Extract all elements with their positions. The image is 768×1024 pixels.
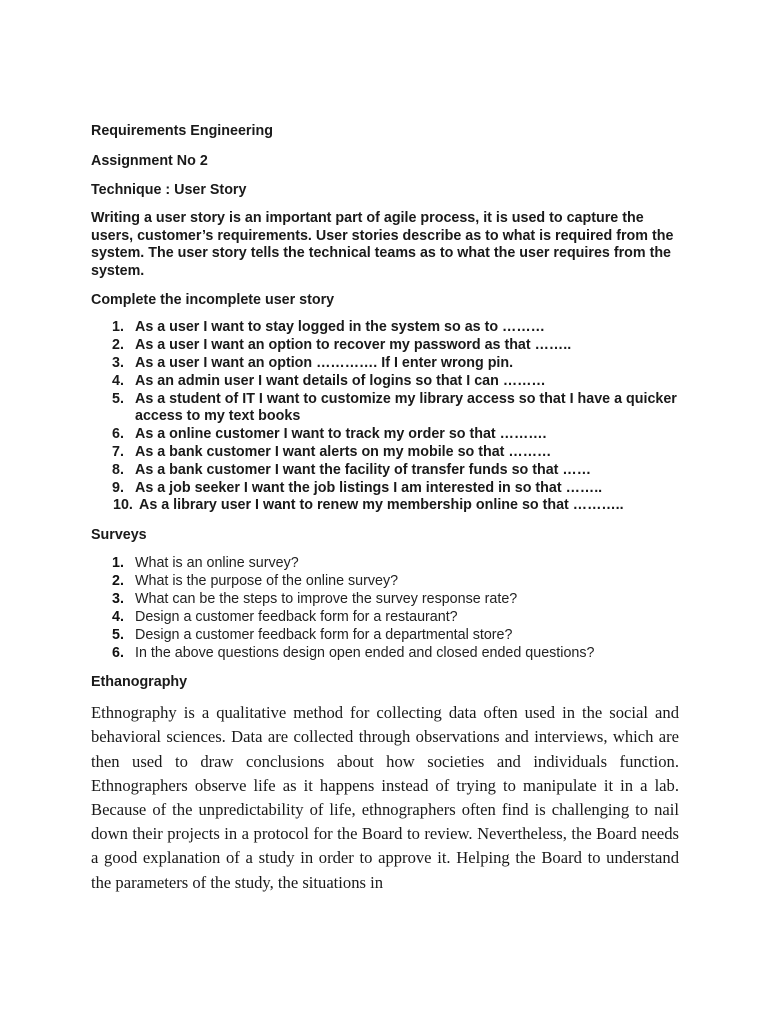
list-item bbox=[91, 608, 679, 626]
list-item-text: As a user I want an option …………. If I enter wrong pin. bbox=[135, 354, 514, 371]
list-number: 9. bbox=[112, 479, 124, 496]
list-number: 8. bbox=[112, 461, 124, 478]
list-item-text: As a job seeker I want the job listings I am interested in so that …….. bbox=[135, 479, 603, 496]
list-item bbox=[91, 337, 679, 355]
list-number: 7. bbox=[112, 443, 124, 460]
ethnography-heading: Ethanography bbox=[91, 674, 188, 691]
list-item-text: Design a customer feedback form for a restaurant? bbox=[135, 609, 458, 626]
ethnography-paragraph: Ethnography is a qualitative method for collecting data often used in the social and behavioral sciences. Data are collected through observations and interviews, which are then used to draw conclusions about how societies and individuals function. Ethnographers observe life as it happens instead of trying to manipulate it in a lab. Because of the unpredictability of life, ethnographers often find is challenging to nail down their projects in a protocol for the Board to review. Nevertheless, the Board needs a good explanation of a study in order to approve it. Helping the Board to understand the parameters of the study, the situations in bbox=[91, 703, 679, 892]
list-number: 4. bbox=[112, 372, 124, 389]
technique-heading: Technique : User Story bbox=[91, 182, 247, 198]
list-item-text: As a user I want an option to recover my password as that …….. bbox=[135, 337, 572, 354]
list-item bbox=[91, 554, 679, 572]
list-item-text: Design a customer feedback form for a departmental store? bbox=[135, 627, 513, 644]
list-number: 6. bbox=[112, 426, 124, 443]
list-number: 10. bbox=[113, 497, 133, 514]
assignment-number: Assignment No 2 bbox=[91, 153, 208, 169]
list-item bbox=[91, 391, 679, 427]
list-item bbox=[91, 462, 679, 480]
list-number: 5. bbox=[112, 390, 124, 407]
list-item-text: As a online customer I want to track my order so that ………. bbox=[135, 426, 547, 443]
list-item bbox=[91, 355, 679, 373]
list-item bbox=[91, 319, 679, 337]
list-number: 5. bbox=[112, 627, 124, 644]
list-item-text: As a bank customer I want the facility of transfer funds so that …… bbox=[135, 461, 591, 478]
list-item bbox=[91, 426, 679, 444]
document-title: Requirements Engineering bbox=[91, 123, 273, 139]
list-item-text: What is the purpose of the online survey? bbox=[135, 573, 399, 590]
list-item-text: In the above questions design open ended and closed ended questions? bbox=[135, 645, 595, 662]
list-item-text: As a student of IT I want to customize my library access so that I have a quicker access to my text books bbox=[135, 390, 677, 425]
list-number: 2. bbox=[112, 573, 124, 590]
complete-heading: Complete the incomplete user story bbox=[91, 292, 335, 309]
list-number: 3. bbox=[112, 354, 124, 371]
list-number: 3. bbox=[112, 591, 124, 608]
list-item bbox=[91, 572, 679, 590]
list-number: 1. bbox=[112, 319, 124, 336]
list-item bbox=[91, 626, 679, 644]
list-number: 1. bbox=[112, 555, 124, 572]
list-item-text: What can be the steps to improve the survey response rate? bbox=[135, 591, 518, 608]
list-item-text: As a user I want to stay logged in the system so as to ……… bbox=[135, 319, 545, 336]
list-item-text: As a bank customer I want alerts on my mobile so that ……… bbox=[135, 443, 552, 460]
list-item-text: As an admin user I want details of logins so that I can ……… bbox=[135, 372, 546, 389]
list-number: 2. bbox=[112, 337, 124, 354]
list-item bbox=[91, 444, 679, 462]
list-item-text: What is an online survey? bbox=[135, 555, 299, 572]
intro-paragraph: Writing a user story is an important part of agile process, it is used to capture the users, customer’s requirements. User stories describe as to what is required from the system. The user story tells the technical teams as to what the user requires from the system. bbox=[91, 210, 674, 279]
user-story-list bbox=[91, 319, 679, 515]
survey-question-list bbox=[91, 554, 679, 662]
list-item-text: As a library user I want to renew my membership online so that ……….. bbox=[139, 497, 624, 514]
list-item bbox=[91, 497, 679, 515]
list-item bbox=[91, 590, 679, 608]
surveys-heading: Surveys bbox=[91, 527, 147, 544]
list-item bbox=[91, 480, 679, 498]
list-number: 6. bbox=[112, 645, 124, 662]
document-page bbox=[91, 122, 679, 895]
list-item bbox=[91, 644, 679, 662]
list-item bbox=[91, 373, 679, 391]
list-number: 4. bbox=[112, 609, 124, 626]
